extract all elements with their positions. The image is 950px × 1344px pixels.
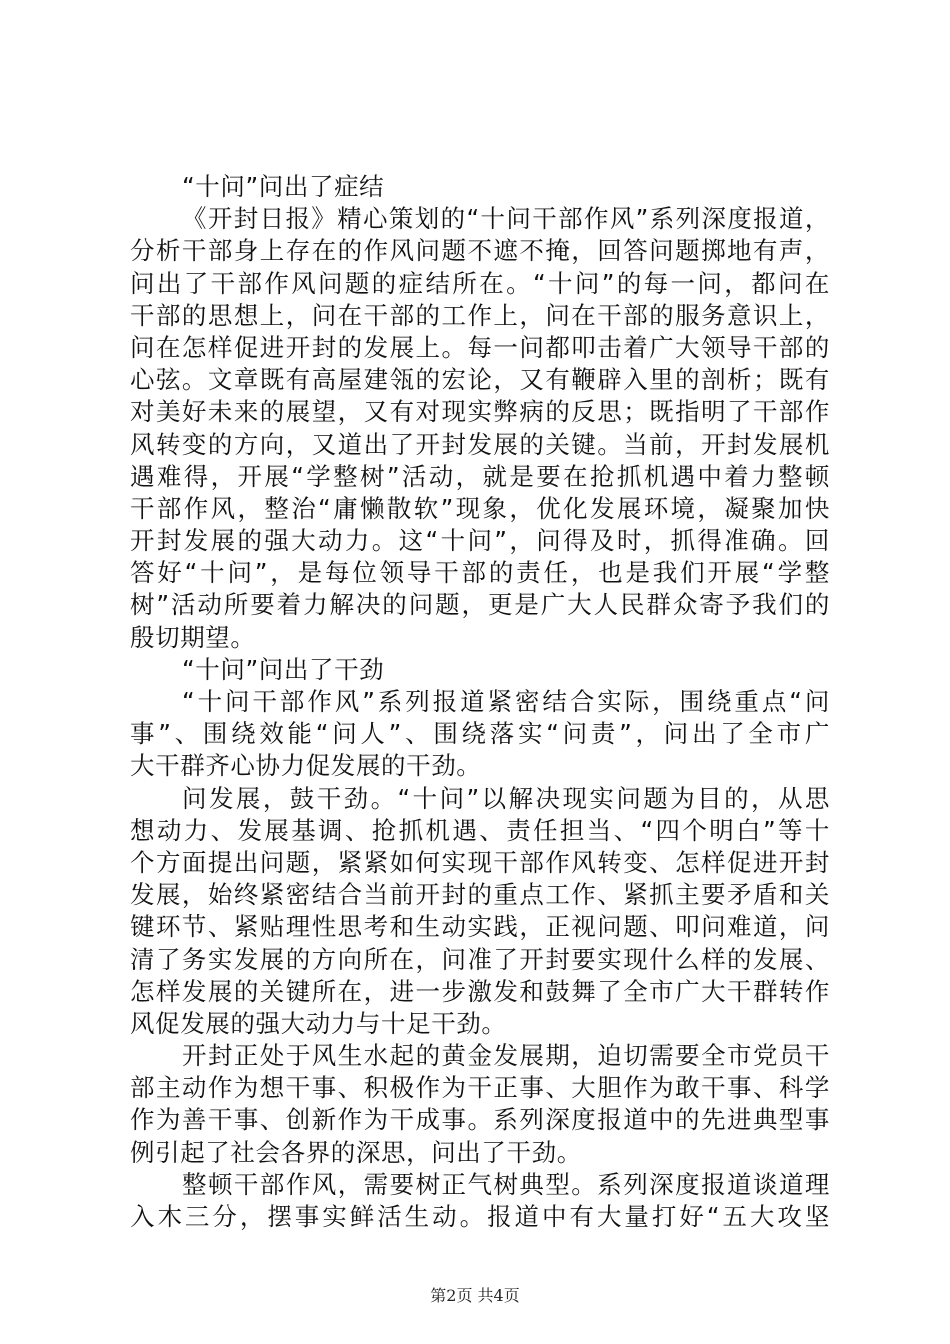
paragraph-line: 大干群齐心协力促发展的干劲。 — [130, 751, 482, 781]
paragraph-first-line: 《开封日报》精心策划的“十问干部作风”系列深度报道， — [182, 204, 830, 234]
paragraph-line: 树”活动所要着力解决的问题，更是广大人民群众寄予我们的 — [130, 590, 830, 620]
paragraph-line: 问出了干部作风问题的症结所在。“十问”的每一问，都问在 — [130, 268, 830, 298]
paragraph-line: 怎样发展的关键所在，进一步激发和鼓舞了全市广大干群转作 — [130, 976, 830, 1006]
paragraph-line: 干部作风，整治“庸懒散软”现象，优化发展环境，凝聚加快 — [130, 493, 830, 523]
paragraph-line: 发展，始终紧密结合当前开封的重点工作、紧抓主要矛盾和关 — [130, 880, 830, 910]
paragraph-first-line: 整顿干部作风，需要树正气树典型。系列深度报道谈道理 — [182, 1169, 830, 1199]
paragraph-line: 殷切期望。 — [130, 622, 256, 652]
paragraph-first-line: “十问”问出了症结 — [182, 172, 385, 201]
paragraph-line: 风转变的方向，又道出了开封发展的关键。当前，开封发展机 — [130, 429, 830, 459]
paragraph-first-line: “十问”问出了干劲 — [182, 654, 385, 684]
paragraph-line: 风促发展的强大动力与十足干劲。 — [130, 1008, 507, 1038]
paragraph-line: 例引起了社会各界的深思，问出了干劲。 — [130, 1137, 582, 1167]
paragraph-line: 入木三分，摆事实鲜活生动。报道中有大量打好“五大攻坚 — [130, 1202, 830, 1231]
paragraph-line: 事”、围绕效能“问人”、围绕落实“问责”，问出了全市广 — [130, 719, 830, 749]
paragraph-first-line: “十问干部作风”系列报道紧密结合实际，围绕重点“问 — [182, 687, 830, 716]
paragraph-line: 清了务实发展的方向所在，问准了开封要实现什么样的发展、 — [130, 944, 830, 974]
paragraph-line: 个方面提出问题，紧紧如何实现干部作风转变、怎样促进开封 — [130, 847, 830, 877]
paragraph-line: 作为善干事、创新作为干成事。系列深度报道中的先进典型事 — [130, 1105, 830, 1135]
paragraph-line: 开封发展的强大动力。这“十问”，问得及时，抓得准确。回 — [130, 526, 830, 556]
paragraph-line: 对美好未来的展望，又有对现实弊病的反思；既指明了干部作 — [130, 397, 830, 427]
paragraph-line: 干部的思想上，问在干部的工作上，问在干部的服务意识上， — [130, 300, 830, 330]
document-body — [130, 171, 830, 1233]
paragraph-first-line: 开封正处于风生水起的黄金发展期，迫切需要全市党员干 — [182, 1041, 830, 1071]
paragraph-line: 部主动作为想干事、积极作为干正事、大胆作为敢干事、科学 — [130, 1073, 830, 1103]
paragraph-line: 遇难得，开展“学整树”活动，就是要在抢抓机遇中着力整顿 — [130, 461, 830, 491]
paragraph-line: 想动力、发展基调、抢抓机遇、责任担当、“四个明白”等十 — [130, 815, 830, 845]
paragraph-line: 问在怎样促进开封的发展上。每一问都叩击着广大领导干部的 — [130, 332, 830, 362]
paragraph-first-line: 问发展，鼓干劲。“十问”以解决现实问题为目的，从思 — [182, 783, 830, 813]
paragraph-line: 分析干部身上存在的作风问题不遮不掩，回答问题掷地有声， — [130, 236, 830, 266]
page-footer: 第2页 共4页 — [430, 1286, 520, 1305]
paragraph-line: 答好“十问”，是每位领导干部的责任，也是我们开展“学整 — [130, 558, 830, 588]
paragraph-line: 键环节、紧贴理性思考和生动实践，正视问题、叩问难道，问 — [130, 912, 830, 942]
paragraph-line: 心弦。文章既有高屋建瓴的宏论，又有鞭辟入里的剖析；既有 — [130, 365, 830, 395]
